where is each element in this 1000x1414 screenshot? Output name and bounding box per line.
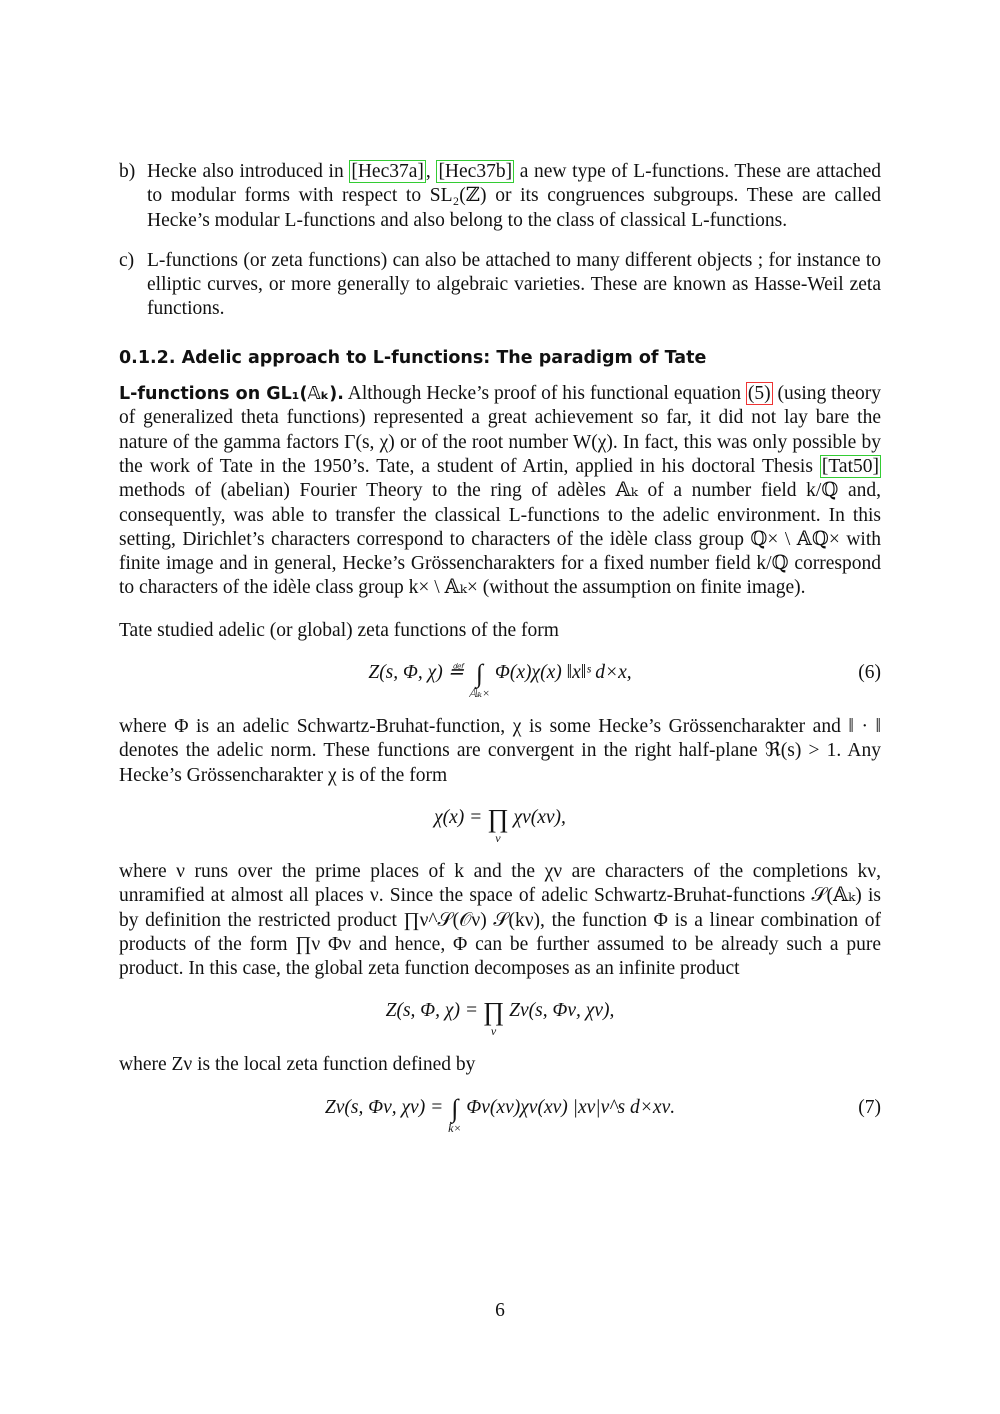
paragraph-schwartz-bruhat: where Φ is an adelic Schwartz-Bruhat-function, χ is some Hecke’s Grössencharakter and ‖ · ‖ denotes the adelic norm. These functions are convergent in the right half-plane ℜ(s) > 1. Any Hecke’s Grössencharakter χ is of the form	[119, 716, 881, 786]
paragraph-local-zeta: where Zν is the local zeta function defined by	[119, 1054, 476, 1076]
citation-link[interactable]: [Tat50]	[821, 455, 879, 477]
list-item-c	[119, 249, 881, 322]
item-text: a new type of L-functions. These are attached to modular forms with respect to SL₂(ℤ) or its congruences subgroups. These are called Hecke’s modular L-functions and also belong to the class of classical L-functions.	[147, 161, 882, 231]
product-index: ν	[490, 1024, 497, 1039]
integral-sign: ∫ 𝔸ₖ×	[468, 659, 491, 701]
paragraph-text: methods of (abelian) Fourier Theory to the ring of adèles 𝔸ₖ of a number field k/ℚ and, consequently, was able to transfer the classical L-functions to the adelic environment. In this setting, Dirichlet’s characters correspond to characters of the idèle class group ℚ× \ 𝔸ℚ× with finite image and in general, Hecke’s Grössencharakters for a fixed number field k/ℚ correspond to characters of the idèle class group k× \ 𝔸ₖ× (without the assumption on finite image).	[119, 480, 881, 599]
item-label: c)	[119, 249, 135, 271]
item-text: Hecke also introduced in	[147, 161, 350, 182]
item-text: ,	[425, 161, 437, 182]
equation-rhs: Zν(s, Φν, χν),	[504, 1000, 615, 1022]
equation-number: (7)	[858, 1096, 881, 1118]
product-sign: ∏ ν	[487, 803, 509, 845]
equation-7	[119, 1093, 881, 1135]
section-heading: 0.1.2. Adelic approach to L-functions: The paradigm of Tate	[119, 347, 707, 368]
page-body	[119, 160, 881, 1150]
equation-chi-product	[119, 803, 881, 845]
equation-reference-link[interactable]: (5)	[747, 383, 771, 405]
paragraph-text: Although Hecke’s proof of his functional equation	[343, 383, 746, 405]
paragraph-text: (using theory of generalized theta functions) represented a great achievement so far, it did not lay bare the nature of the gamma factors Γ(s, χ) or of the root number W(χ). In fact, this was only possible by the work of Tate in the 1950’s. Tate, a student of Artin, applied in his doctoral Thesis	[119, 383, 881, 477]
paragraph-local-decomposition: where ν runs over the prime places of k and the χν are characters of the completions kν, unramified at almost all places ν. Since the space of adelic Schwartz-Bruhat-functions 𝒮(𝔸ₖ) is by definition the restricted product ∏ν^𝒮(𝒪ν) 𝒮(kν), the function Φ is a linear combination of products of the form ∏ν Φν and hence, Φ can be further assumed to be already such a pure product. In this case, the global zeta function decomposes as an infinite product	[119, 860, 881, 980]
equation-6	[119, 661, 881, 699]
equation-rhs: Φ(x)χ(x) ‖x‖ˢ d×x,	[490, 662, 632, 684]
equation-rhs: χν(xν),	[508, 806, 566, 828]
equation-number: (6)	[858, 662, 881, 684]
citation-link[interactable]: [Hec37b]	[438, 161, 513, 182]
equation-lhs: χ(x) =	[434, 806, 488, 828]
product-sign: ∏ ν	[482, 997, 505, 1039]
item-label: b)	[119, 161, 136, 182]
citation-link[interactable]: [Hec37a]	[351, 161, 424, 182]
equation-lhs: Z(s, Φ, χ) ≝	[368, 662, 469, 684]
integral-domain: 𝔸ₖ×	[468, 686, 491, 701]
equation-lhs: Z(s, Φ, χ) =	[385, 1000, 483, 1022]
equation-global-product	[119, 999, 881, 1037]
paragraph-lead: L-functions on GL₁(𝔸ₖ).	[119, 384, 344, 405]
item-text: L-functions (or zeta functions) can also be attached to many different objects ; for instance to elliptic curves, or more generally to algebraic varieties. These are known as Hasse-Weil zeta functions.	[147, 249, 881, 320]
paragraph-adelic-zeta: Tate studied adelic (or global) zeta functions of the form	[119, 619, 559, 641]
equation-rhs: Φν(xν)χν(xν) |xν|ν^s d×xν.	[461, 1096, 676, 1118]
integral-sign: ∫ k×	[448, 1093, 462, 1135]
equation-lhs: Zν(s, Φν, χν) =	[324, 1096, 449, 1118]
page-number: 6	[495, 1300, 505, 1321]
paragraph-tate-intro	[119, 382, 881, 601]
integral-domain: k×	[448, 1120, 462, 1135]
product-index: ν	[495, 830, 501, 845]
list-item-b	[119, 160, 881, 233]
